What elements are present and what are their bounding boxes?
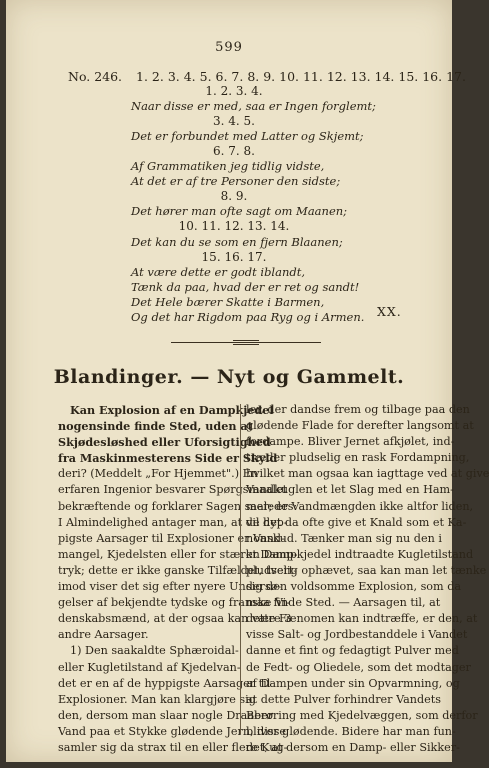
text-line: glødende Flade for derefter langsomt at bbox=[246, 419, 474, 433]
text-line: Kan Explosion af en Dampkjedel bbox=[70, 403, 274, 417]
text-line: Vand paa et Stykke glødende Jern, disse bbox=[58, 724, 287, 738]
text-line: af Dampen under sin Opvarmning, og bbox=[246, 676, 460, 690]
text-line: det, at dersom en Damp- eller Sikker- bbox=[246, 740, 460, 754]
text-line: nonskud. Tænker man sig nu den i bbox=[246, 531, 442, 545]
text-line: en Dampkjedel indtraadte Kugletilstand bbox=[246, 547, 474, 561]
puzzle-verse-line: At det er af tre Personer den sidste; bbox=[131, 174, 341, 189]
text-line: 1) Den saakaldte Sphæroidal- bbox=[70, 644, 239, 658]
text-line: bekræftende og forklarer Sagen saaledes: bbox=[58, 499, 298, 513]
text-line: Berøring med Kjedelvæggen, som derfor bbox=[246, 708, 478, 722]
puzzle-signature: XX. bbox=[377, 304, 402, 319]
text-line: mangel, Kjedelsten eller for stærkt Damp- bbox=[58, 547, 298, 561]
page-number: 599 bbox=[215, 40, 243, 55]
puzzle-number-line: 10. 11. 12. 13. 14. bbox=[178, 219, 290, 234]
text-line: sig den voldsomme Explosion, som da bbox=[246, 580, 462, 594]
text-line: mer; er Vandmængden ikke altfor liden, bbox=[246, 499, 474, 513]
puzzle-number-line: 3. 4. 5. bbox=[213, 114, 255, 129]
puzzle-number-line: 15. 16. 17. bbox=[201, 249, 267, 264]
puzzle-verse-line: Tænk da paa, hvad der er ret og sandt! bbox=[131, 279, 360, 294]
left-column bbox=[58, 402, 298, 756]
right-column bbox=[246, 402, 489, 756]
text-line: andre Aarsager. bbox=[58, 628, 149, 642]
puzzle-verse-line: Det Hele bærer Skatte i Barmen, bbox=[131, 294, 325, 309]
text-line: tryk; dette er ikke ganske Tilfældet, tvert- bbox=[58, 563, 298, 577]
text-line: pludselig ophævet, saa kan man let tænke bbox=[246, 563, 487, 577]
puzzle-verse-line: Det kan du se som en fjern Blaanen; bbox=[131, 234, 343, 249]
text-line: samler sig da strax til en eller flere Kug- bbox=[58, 740, 288, 754]
puzzle-verse-line: Naar disse er med, saa er Ingen forglemt; bbox=[131, 99, 376, 114]
text-line: fra Maskinmesterens Side er Skyld bbox=[58, 451, 278, 466]
text-line: I Almindelighed antager man, at de hyp- bbox=[58, 515, 288, 529]
text-line: hvilket man ogsaa kan iagttage ved at give bbox=[246, 467, 489, 481]
text-line: imod viser det sig efter nyere Undersø- bbox=[58, 580, 282, 594]
text-line: nogensinde finde Sted, uden at bbox=[58, 419, 253, 434]
text-line: dette Fænomen kan indtræffe, er den, at bbox=[246, 612, 478, 626]
text-line: visse Salt- og Jordbestanddele i Vandet bbox=[246, 628, 468, 642]
puzzle-verse-line: Og det har Rigdom paa Ryg og i Armen. bbox=[131, 309, 365, 324]
text-line: det er en af de hyppigste Aarsager til bbox=[58, 676, 271, 690]
puzzle-number-line: 6. 7. 8. bbox=[213, 144, 255, 159]
text-line: deri? (Meddelt „For Hjemmet".) En bbox=[58, 467, 259, 481]
puzzle-verse-line: At være dette er godt iblandt, bbox=[131, 264, 306, 279]
book-page bbox=[6, 0, 489, 762]
text-line: denskabsmænd, at der ogsaa kan være 3 bbox=[58, 612, 292, 626]
text-line: træder pludselig en rask Fordampning, bbox=[246, 451, 470, 465]
text-line: Skjødesløshed eller Uforsigtighed bbox=[58, 435, 271, 450]
puzzle-verse-line: Det er forbundet med Latter og Skjemt; bbox=[131, 129, 364, 144]
puzzle-header bbox=[68, 69, 466, 84]
puzzle-number-line: 1. 2. 3. 4. bbox=[205, 84, 263, 98]
text-line: maa finde Sted. — Aarsagen til, at bbox=[246, 596, 441, 610]
text-line: fordampe. Bliver Jernet afkjølet, ind- bbox=[246, 435, 455, 449]
puzzle-verse-line: Af Grammatiken jeg tidlig vidste, bbox=[131, 159, 325, 174]
text-line: at dette Pulver forhindrer Vandets bbox=[246, 692, 442, 706]
text-line: erfaren Ingenior besvarer Spørgsmaalet bbox=[58, 483, 288, 497]
puzzle-numbers: 1. 2. 3. 4. 5. 6. 7. 8. 9. 10. 11. 12. 13. 14. 15. 16. 17. bbox=[136, 69, 466, 84]
text-line: danne et fint og fedagtigt Pulver med bbox=[246, 644, 459, 658]
text-line: Vandkuglen et let Slag med en Ham- bbox=[246, 483, 454, 497]
text-line: Explosioner. Man kan klargjøre sig bbox=[58, 692, 256, 706]
text-line: de Fedt- og Oliedele, som det modtager bbox=[246, 660, 471, 674]
text-line: vil det da ofte give et Knald som et Ka- bbox=[246, 515, 467, 529]
text-line: gelser af bekjendte tydske og franske Vi- bbox=[58, 596, 291, 610]
column-divider bbox=[240, 404, 241, 734]
puzzle-label: No. 246. bbox=[68, 69, 123, 84]
puzzle-number-line: 8. 9. bbox=[220, 189, 248, 204]
text-line: bliver glødende. Bidere har man fun- bbox=[246, 724, 456, 738]
puzzle-verse-line: Det hører man ofte sagt om Maanen; bbox=[131, 204, 348, 219]
text-line: eller Kugletilstand af Kjedelvan- bbox=[58, 660, 241, 674]
text-line: ler, der dandse frem og tilbage paa den bbox=[246, 403, 470, 416]
text-line: pigste Aarsager til Explosioner er Vand- bbox=[58, 531, 285, 545]
text-line: den, dersom man slaar nogle Draaber bbox=[58, 708, 274, 722]
section-divider-ornament bbox=[171, 342, 321, 343]
section-title: Blandinger. — Nyt og Gammelt. bbox=[53, 366, 405, 388]
